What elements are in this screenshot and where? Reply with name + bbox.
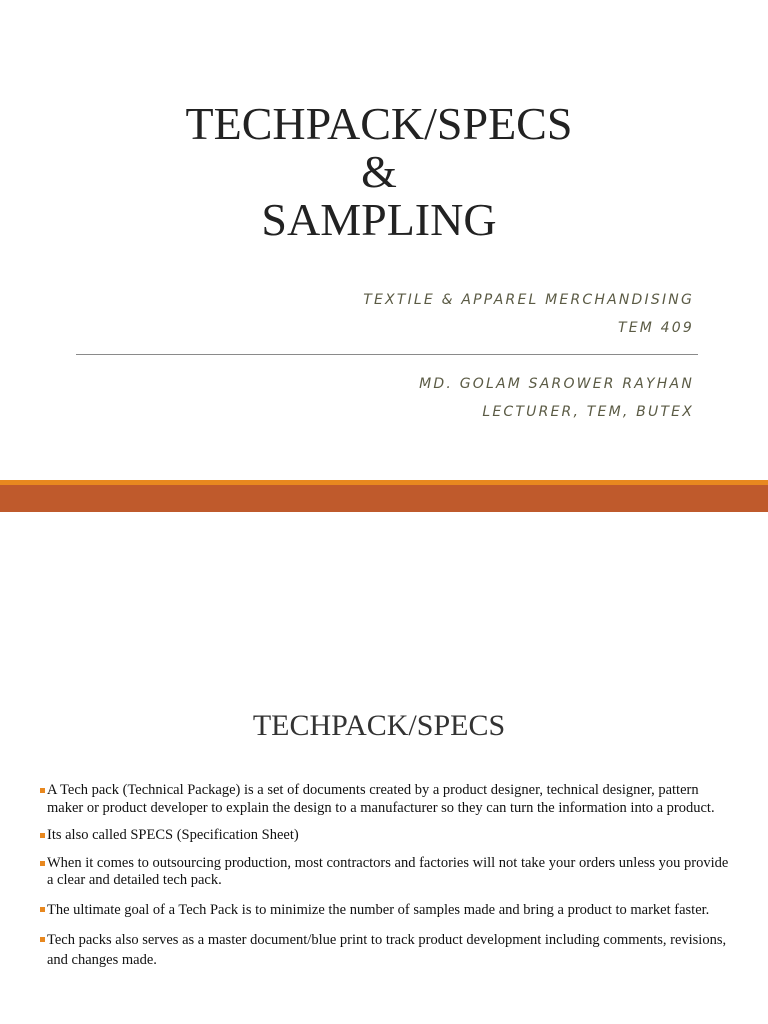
bullet-square-icon bbox=[40, 937, 45, 942]
main-title bbox=[0, 100, 758, 244]
list-item bbox=[40, 782, 730, 817]
bullet-square-icon bbox=[40, 861, 45, 866]
course-info bbox=[363, 286, 694, 342]
content-slide bbox=[0, 512, 768, 1024]
presenter-name: MD. GOLAM SAROWER RAYHAN bbox=[419, 376, 694, 392]
list-item bbox=[40, 827, 730, 845]
list-item bbox=[40, 900, 730, 920]
presenter-role: LECTURER, TEM, BUTEX bbox=[482, 404, 694, 420]
bullet-square-icon bbox=[40, 833, 45, 838]
horizontal-divider bbox=[76, 354, 698, 355]
presenter-info bbox=[419, 370, 694, 426]
list-item bbox=[40, 930, 730, 970]
separator-main-stripe bbox=[0, 485, 768, 512]
bullet-square-icon bbox=[40, 907, 45, 912]
slide-title: TECHPACK/SPECS bbox=[252, 709, 506, 742]
slide-separator-band bbox=[0, 480, 768, 512]
course-code: TEM 409 bbox=[617, 320, 694, 336]
bullet-text: The ultimate goal of a Tech Pack is to minimize the number of samples made and bring a product to market faster. bbox=[47, 901, 710, 918]
main-title-line-2: & bbox=[361, 146, 397, 197]
title-slide bbox=[0, 0, 768, 480]
bullet-text: When it comes to outsourcing production, most contractors and factories will not take your orders unless you provide a clear and detailed tech pack. bbox=[47, 854, 729, 888]
bullet-square-icon bbox=[40, 788, 45, 793]
list-item bbox=[40, 855, 730, 890]
bullet-text: Its also called SPECS (Specification Sheet) bbox=[47, 827, 299, 843]
main-title-line-1: TECHPACK/SPECS bbox=[185, 98, 573, 149]
bullet-list bbox=[40, 782, 730, 970]
bullet-text: A Tech pack (Technical Package) is a set of documents created by a product designer, technical designer, pattern maker or product developer to explain the design to a manufacturer so they can turn the information into a product. bbox=[47, 782, 715, 816]
main-title-line-3: SAMPLING bbox=[261, 194, 497, 245]
bullet-text: Tech packs also serves as a master document/blue print to track product development including comments, revisions, and changes made. bbox=[47, 931, 727, 968]
course-name: TEXTILE & APPAREL MERCHANDISING bbox=[363, 292, 694, 308]
